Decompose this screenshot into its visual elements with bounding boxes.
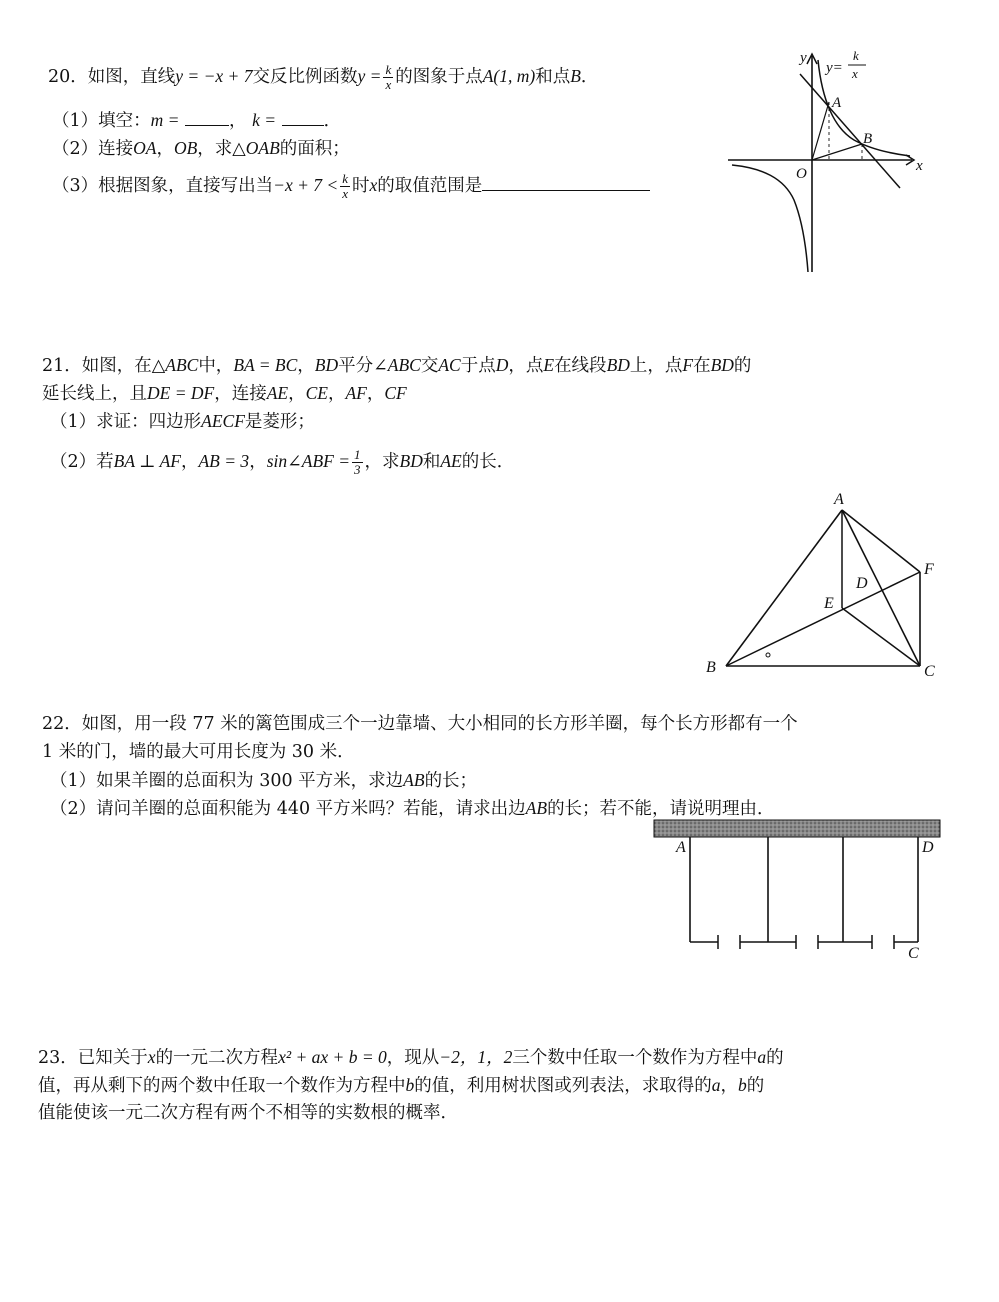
segment-AF: [842, 510, 920, 572]
q22-line-2: 1 米的门，墙的最大可用长度为 30 米．: [42, 742, 355, 762]
q21-number: 21．: [42, 356, 82, 376]
q21-rhombus-figure: [700, 490, 960, 690]
segment-BA: [726, 510, 842, 666]
label-y-axis: y: [800, 50, 807, 66]
label-fn-lhs: y=: [826, 60, 843, 76]
q23-line-2: 值，再从剩下的两个数中任取一个数作为方程中b的值，利用树状图或列表法，求取得的a，b的: [38, 1075, 765, 1096]
angle-mark: [766, 653, 770, 657]
q22-part-1: （1）如果羊圈的总面积为 300 平方米，求边AB的长；: [50, 770, 478, 791]
answer-blank-k[interactable]: [282, 109, 324, 126]
label-point-B: B: [863, 131, 873, 147]
q20-fraction-k-over-x: $\frac{k}{x}$: [385, 62, 392, 92]
q20-number: 20．: [48, 67, 88, 87]
label-C: C: [908, 945, 919, 962]
answer-blank-m[interactable]: [185, 109, 229, 126]
wall: [654, 820, 940, 837]
label-origin-O: O: [796, 166, 807, 182]
q20-line-1: 20．如图，直线y = −x + 7交反比例函数y = $\frac{k}{x}$ 的图象于点A(1, m)和点B．: [48, 62, 599, 92]
segment-BF: [726, 572, 920, 666]
label-point-A: A: [832, 95, 842, 111]
quadratic-equation: x² + ax + b = 0: [278, 1047, 387, 1067]
q22-part-2: （2）请问羊圈的总面积能为 440 平方米吗？若能，请求出边AB的长；若不能，请说明理由．: [50, 798, 775, 819]
q21-part-1: （1）求证：四边形AECF是菱形；: [50, 411, 315, 432]
label-fn-den: x: [852, 66, 858, 81]
line-y-neg-x-plus-7: [800, 74, 900, 188]
q20-line-equation: y = −x + 7: [175, 66, 253, 86]
label-A: A: [676, 839, 686, 856]
label-E: E: [824, 595, 834, 612]
label-B: B: [706, 659, 716, 676]
q21-line-2: 延长线上，且DE = DF，连接AE，CE，AF，CF: [42, 383, 407, 404]
q23-line-1: 23．已知关于x的一元二次方程x² + ax + b = 0，现从−2，1，2三个数中任取一个数作为方程中a的: [38, 1047, 784, 1068]
q22-line-1: 22．如图，用一段 77 米的篱笆围成三个一边靠墙、大小相同的长方形羊圈，每个长方形都有一个: [42, 714, 798, 734]
q22-sheep-pen-figure: [650, 818, 950, 968]
label-x-axis: x: [916, 158, 923, 174]
label-D: D: [922, 839, 934, 856]
label-D: D: [856, 575, 868, 592]
q20-part-2: （2）连接OA，OB，求△OAB的面积；: [52, 138, 350, 159]
label-A: A: [834, 491, 844, 508]
q21-line-1: 21．如图，在△ABC中，BA = BC，BD平分∠ABC交AC于点D，点E在线段BD上，点F在BD的: [42, 355, 752, 376]
q20-part-1: （1）填空：m = ， k = ．: [52, 110, 342, 131]
q21-part-2: （2）若BA ⊥ AF，AB = 3，sin∠ABF = $\frac{1}{3}$ ，求BD和AE的长．: [50, 447, 515, 477]
label-C: C: [924, 663, 935, 680]
segment-OB: [812, 144, 862, 160]
label-F: F: [924, 561, 934, 578]
fraction-one-third: $\frac{1}{3}$: [354, 447, 361, 477]
segment-AC: [842, 510, 920, 666]
answer-blank-x-range[interactable]: [482, 174, 650, 191]
segment-OA: [812, 102, 829, 160]
q23-line-3: 值能使该一元二次方程有两个不相等的实数根的概率．: [38, 1103, 458, 1123]
label-fn-num: k: [853, 48, 859, 63]
segment-CE: [842, 608, 920, 666]
q20-part-3: （3）根据图象，直接写出当−x + 7 < $\frac{k}{x}$ 时x的取值范围是: [52, 172, 650, 201]
q20-function-graph: [722, 40, 942, 280]
